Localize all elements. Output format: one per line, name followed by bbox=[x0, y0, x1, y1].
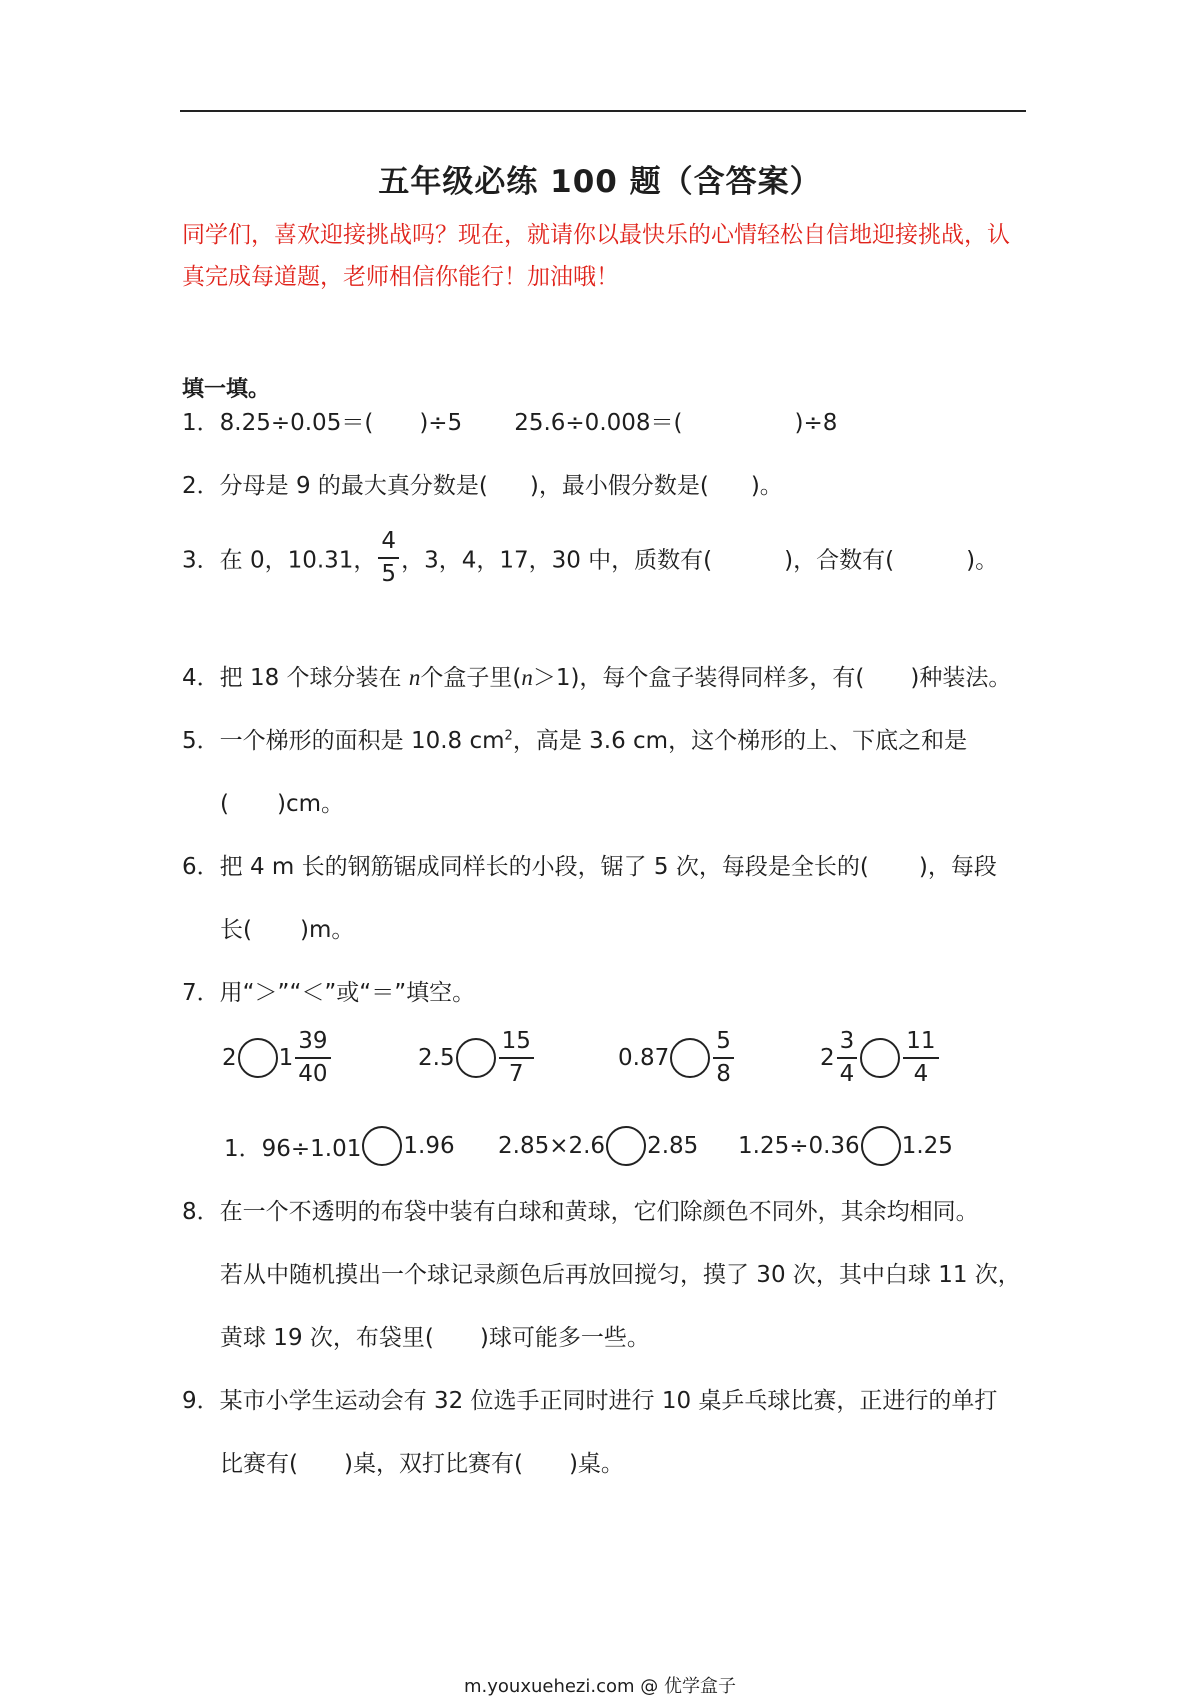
question-5-cont: ( )cm。 bbox=[220, 791, 345, 817]
question-9-line-2: 比赛有( )桌，双打比赛有( )桌。 bbox=[220, 1451, 624, 1477]
compare-item-4: 2 $\frac{3}{4}$ $\frac{11}{4}$ bbox=[820, 1030, 941, 1086]
compare-item-1: 2 1 $\frac{39}{40}$ bbox=[222, 1030, 333, 1086]
compare-item-3: 0.87 $\frac{5}{8}$ bbox=[618, 1030, 736, 1086]
question-5: 5．一个梯形的面积是 10.8 $cm^2$，高是 3.6 cm，这个梯形的上、下底之和是 bbox=[182, 728, 968, 754]
compare-item-6: 2.85×2.6 2.85 bbox=[498, 1126, 698, 1166]
compare-item-2: 2.5 $\frac{15}{7}$ bbox=[418, 1030, 536, 1086]
question-8-line-2: 若从中随机摸出一个球记录颜色后再放回搅匀，摸了 30 次，其中白球 11 次， bbox=[220, 1262, 1021, 1288]
question-6: 6．把 4 m 长的钢筋锯成同样长的小段，锯了 5 次，每段是全长的( )，每段 bbox=[182, 854, 997, 880]
question-3: 3．在 0，10.31， $\frac{4}{5}$ ，3，4，17，30 中，质数有( )，合数有( )。 bbox=[182, 528, 999, 587]
page-title: 五年级必练 100 题（含答案） bbox=[378, 164, 822, 200]
compare-circle[interactable] bbox=[362, 1126, 402, 1166]
intro-text: 同学们，喜欢迎接挑战吗？现在，就请你以最快乐的心情轻松自信地迎接挑战，认真完成每道题，老师相信你能行！加油哦！ bbox=[182, 222, 1010, 290]
header-rule bbox=[180, 110, 1026, 112]
question-9: 9．某市小学生运动会有 32 位选手正同时进行 10 桌乒乓球比赛，正进行的单打 bbox=[182, 1388, 998, 1414]
question-6-cont: 长( )m。 bbox=[220, 917, 355, 943]
compare-circle[interactable] bbox=[606, 1126, 646, 1166]
question-8: 8．在一个不透明的布袋中装有白球和黄球，它们除颜色不同外，其余均相同。 bbox=[182, 1199, 979, 1225]
question-7: 7．用“＞”“＜”或“＝”填空。 bbox=[182, 980, 476, 1006]
compare-item-7: 1.25÷0.36 1.25 bbox=[738, 1126, 953, 1166]
question-2: 2．分母是 9 的最大真分数是( )，最小假分数是( )。 bbox=[182, 473, 783, 499]
footer-watermark: m.youxuehezi.com @ 优学盒子 bbox=[463, 1676, 736, 1697]
question-1: 1．8.25÷0.05＝( )÷5 25.6÷0.008＝( )÷8 bbox=[182, 410, 838, 436]
compare-item-5: 1．96÷1.01 1.96 bbox=[224, 1126, 455, 1166]
fraction: $\frac{4}{5}$ bbox=[378, 530, 399, 586]
section-heading: 填一填。 bbox=[182, 377, 271, 402]
compare-circle[interactable] bbox=[860, 1038, 900, 1078]
compare-circle[interactable] bbox=[238, 1038, 278, 1078]
compare-circle[interactable] bbox=[861, 1126, 901, 1166]
compare-circle[interactable] bbox=[670, 1038, 710, 1078]
question-8-line-3: 黄球 19 次，布袋里( )球可能多一些。 bbox=[220, 1325, 650, 1351]
compare-circle[interactable] bbox=[456, 1038, 496, 1078]
question-4: 4．把 18 个球分装在 n个盒子里(n＞1)，每个盒子装得同样多，有( )种装法。 bbox=[182, 665, 1012, 691]
